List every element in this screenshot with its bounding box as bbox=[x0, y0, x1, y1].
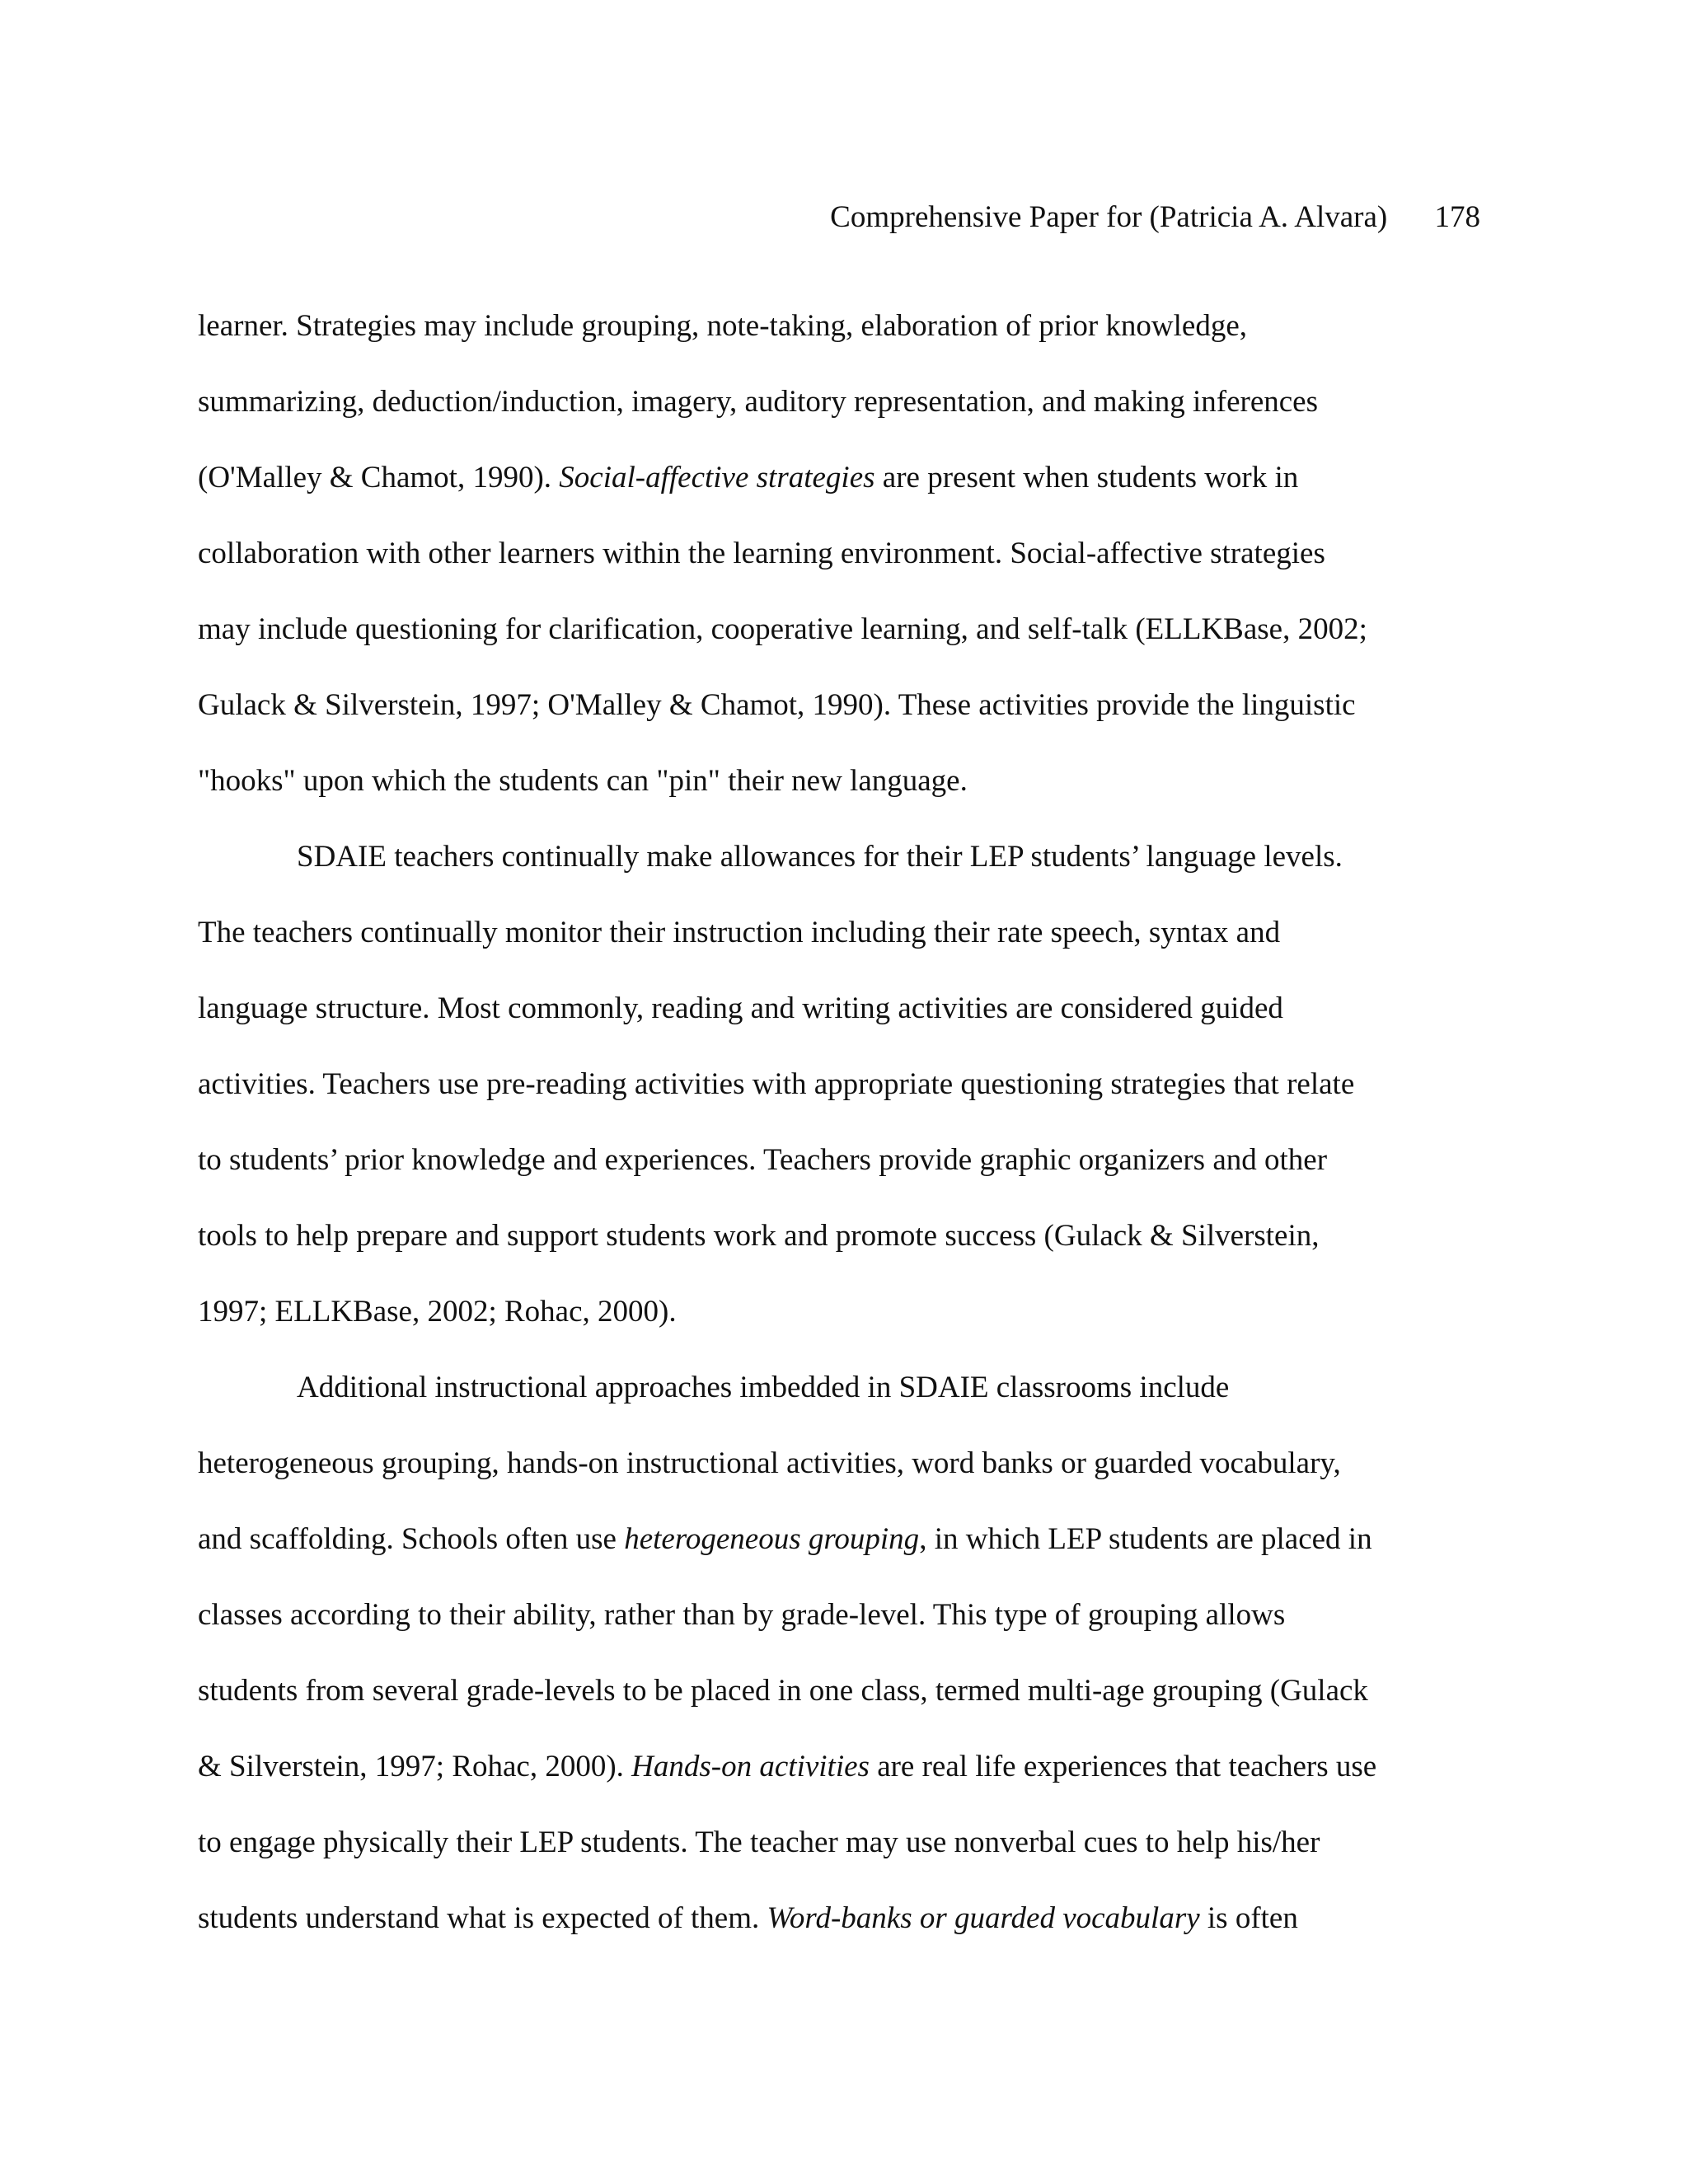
text-segment: and scaffolding. Schools often use bbox=[198, 1522, 625, 1556]
text-line bbox=[198, 1805, 1484, 1881]
text-segment: learner. Strategies may include grouping, note-taking, elaboration of prior knowledge, bbox=[198, 309, 1248, 343]
text-line bbox=[198, 1426, 1484, 1502]
text-line bbox=[198, 1729, 1484, 1805]
emphasized-term: Social-affective strategies bbox=[559, 461, 875, 494]
page-number: 178 bbox=[1434, 200, 1480, 234]
text-line bbox=[198, 819, 1484, 895]
text-line bbox=[198, 1653, 1484, 1729]
text-segment: classes according to their ability, rather than by grade-level. This type of grouping allows bbox=[198, 1598, 1286, 1632]
text-line bbox=[198, 1122, 1484, 1198]
text-segment: 1997; ELLKBase, 2002; Rohac, 2000). bbox=[198, 1295, 677, 1329]
text-segment: activities. Teachers use pre-reading activities with appropriate questioning strategies that relate bbox=[198, 1067, 1355, 1101]
text-segment: language structure. Most commonly, reading and writing activities are considered guided bbox=[198, 991, 1283, 1025]
body-text bbox=[198, 288, 1484, 1957]
text-segment: summarizing, deduction/induction, imagery, auditory representation, and making inferences bbox=[198, 385, 1318, 419]
text-segment: (O'Malley & Chamot, 1990). bbox=[198, 461, 560, 494]
text-segment: to engage physically their LEP students. The teacher may use nonverbal cues to help his/her bbox=[198, 1825, 1320, 1859]
text-segment: is often bbox=[1199, 1901, 1298, 1935]
text-segment: students from several grade-levels to be placed in one class, termed multi-age grouping (Gulack bbox=[198, 1674, 1368, 1708]
text-segment: & Silverstein, 1997; Rohac, 2000). bbox=[198, 1750, 632, 1783]
text-line bbox=[198, 440, 1484, 516]
text-segment: , in which LEP students are placed in bbox=[919, 1522, 1372, 1556]
text-line bbox=[198, 288, 1484, 364]
text-segment: tools to help prepare and support students work and promote success (Gulack & Silverstein, bbox=[198, 1219, 1320, 1253]
text-segment: students understand what is expected of them. bbox=[198, 1901, 767, 1935]
text-segment: The teachers continually monitor their instruction including their rate speech, syntax and bbox=[198, 916, 1281, 949]
text-line bbox=[198, 1502, 1484, 1577]
text-segment: may include questioning for clarification, cooperative learning, and self-talk (ELLKBase, 2002; bbox=[198, 612, 1367, 646]
text-line bbox=[198, 1350, 1484, 1426]
emphasized-term: heterogeneous grouping bbox=[624, 1522, 920, 1556]
emphasized-term: Word-banks or guarded vocabulary bbox=[767, 1901, 1200, 1935]
text-segment: to students’ prior knowledge and experiences. Teachers provide graphic organizers and other bbox=[198, 1143, 1328, 1177]
text-line bbox=[198, 1047, 1484, 1122]
text-line bbox=[198, 364, 1484, 440]
text-line bbox=[198, 1274, 1484, 1350]
running-head-title: Comprehensive Paper for (Patricia A. Alvara) bbox=[830, 200, 1388, 234]
text-segment: "hooks" upon which the students can "pin" their new language. bbox=[198, 764, 968, 798]
text-segment: are present when students work in bbox=[874, 461, 1299, 494]
text-line bbox=[198, 516, 1484, 592]
text-segment: are real life experiences that teachers use bbox=[869, 1750, 1377, 1783]
text-segment: collaboration with other learners within the learning environment. Social-affective strategies bbox=[198, 537, 1325, 570]
text-line bbox=[198, 592, 1484, 668]
running-head bbox=[830, 194, 1480, 241]
text-line bbox=[198, 668, 1484, 743]
text-line bbox=[198, 743, 1484, 819]
text-segment: heterogeneous grouping, hands-on instructional activities, word banks or guarded vocabulary, bbox=[198, 1446, 1341, 1480]
text-segment: Additional instructional approaches imbedded in SDAIE classrooms include bbox=[297, 1371, 1230, 1404]
text-line bbox=[198, 1577, 1484, 1653]
text-line bbox=[198, 1198, 1484, 1274]
text-line bbox=[198, 971, 1484, 1047]
text-line bbox=[198, 895, 1484, 971]
text-segment: SDAIE teachers continually make allowances for their LEP students’ language levels. bbox=[297, 840, 1343, 874]
emphasized-term: Hands-on activities bbox=[631, 1750, 870, 1783]
text-segment: Gulack & Silverstein, 1997; O'Malley & Chamot, 1990). These activities provide the linguistic bbox=[198, 688, 1356, 722]
text-line bbox=[198, 1881, 1484, 1957]
